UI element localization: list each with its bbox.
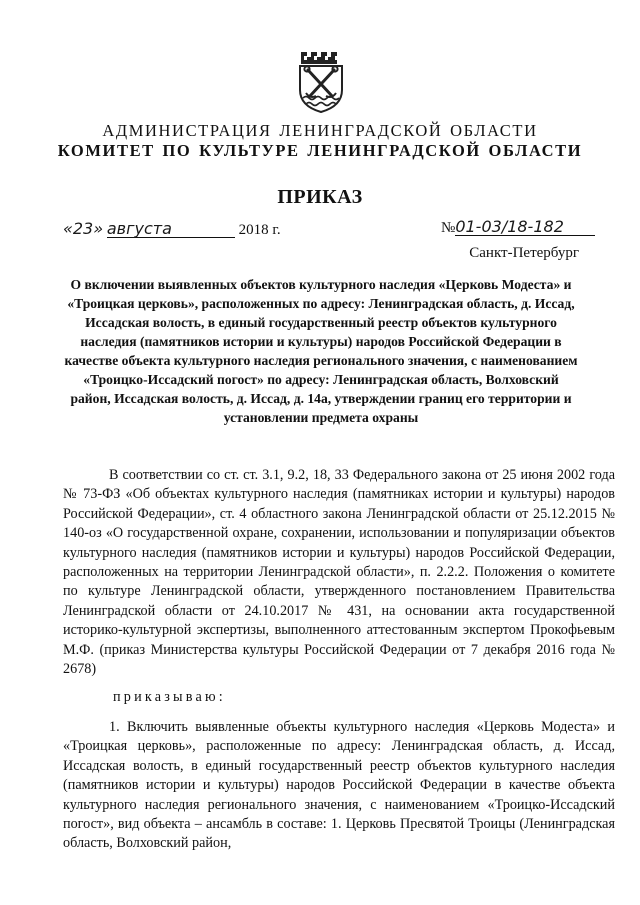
order-date <box>63 219 281 239</box>
date-year: 2018 г. <box>238 222 281 238</box>
item-1-paragraph: 1. Включить выявленные объекты культурного наследия «Церковь Модеста» и «Троицкая церковь», расположенные по адресу: Ленинградская область, д. Иссад, Иссадская волость, в единый государственный реестр объектов культурного наследия (памятников истории и культуры) народов Российской Федерации в качестве объекта культурного наследия регионального значения, с наименованием «Троицко-Иссадский погост», вид объекта – ансамбль в составе: 1. Церковь Пресвятой Троицы (Ленинградская область, Волховский район, <box>63 719 615 852</box>
number-prefix: № <box>441 220 456 236</box>
document-type: ПРИКАЗ <box>277 186 363 208</box>
date-quote-close: » <box>93 219 104 238</box>
date-quote-open: « <box>63 219 73 238</box>
preamble-paragraph: В соответствии со ст. ст. 3.1, 9.2, 18, 33 Федерального закона от 25 июня 2002 года № 73-ФЗ «Об объектах культурного наследия (памятниках истории и культуры) народов Российской Федерации», ст. 4 областного закона Ленинградской области от 25.12.2015 № 140-оз «О государственной охране, сохранении, использовании и популяризации объектов культурного наследия (памятников истории и культуры) народов Российской Федерации, расположенных на территории Ленинградской области», п. 2.2.2. Положения о комитете по культуре Ленинградской области, утвержденного постановлением Правительства Ленинградской области от 24.10.2017 № 431, на основании акта государственной историко-культурной экспертизы, выполненного аттестованным экспертом Прокофьевым М.Ф. (приказ Министерства культуры Российской Федерации от 7 декабря 2016 года № 2678) <box>63 467 615 678</box>
order-number <box>441 219 595 237</box>
organization-name: АДМИНИСТРАЦИЯ ЛЕНИНГРАДСКОЙ ОБЛАСТИ <box>102 121 538 140</box>
document-title: О включении выявленных объектов культурного наследия «Церковь Модеста» и «Троицкая церковь», расположенных по адресу: Ленинградская область, д. Иссад, Иссадская волость, в единый государственный реестр объектов культурного наследия (памятников истории и культуры) народов Российской Федерации в качестве объекта культурного наследия регионального значения, с наименованием «Троицко-Иссадский погост» по адресу: Ленинградская область, Волховский район, Иссадская волость, д. Иссад, д. 14а, утверждении границ его территории и установлении предмета охраны <box>64 277 578 425</box>
order-word: приказываю: <box>113 689 226 705</box>
coat-of-arms-icon <box>298 50 344 114</box>
date-month: августа <box>107 221 235 238</box>
date-day: 23 <box>72 219 94 238</box>
city: Санкт-Петербург <box>469 245 579 261</box>
number-value: 01-03/18-182 <box>455 219 595 236</box>
committee-name: КОМИТЕТ ПО КУЛЬТУРЕ ЛЕНИНГРАДСКОЙ ОБЛАСТИ <box>57 141 583 160</box>
